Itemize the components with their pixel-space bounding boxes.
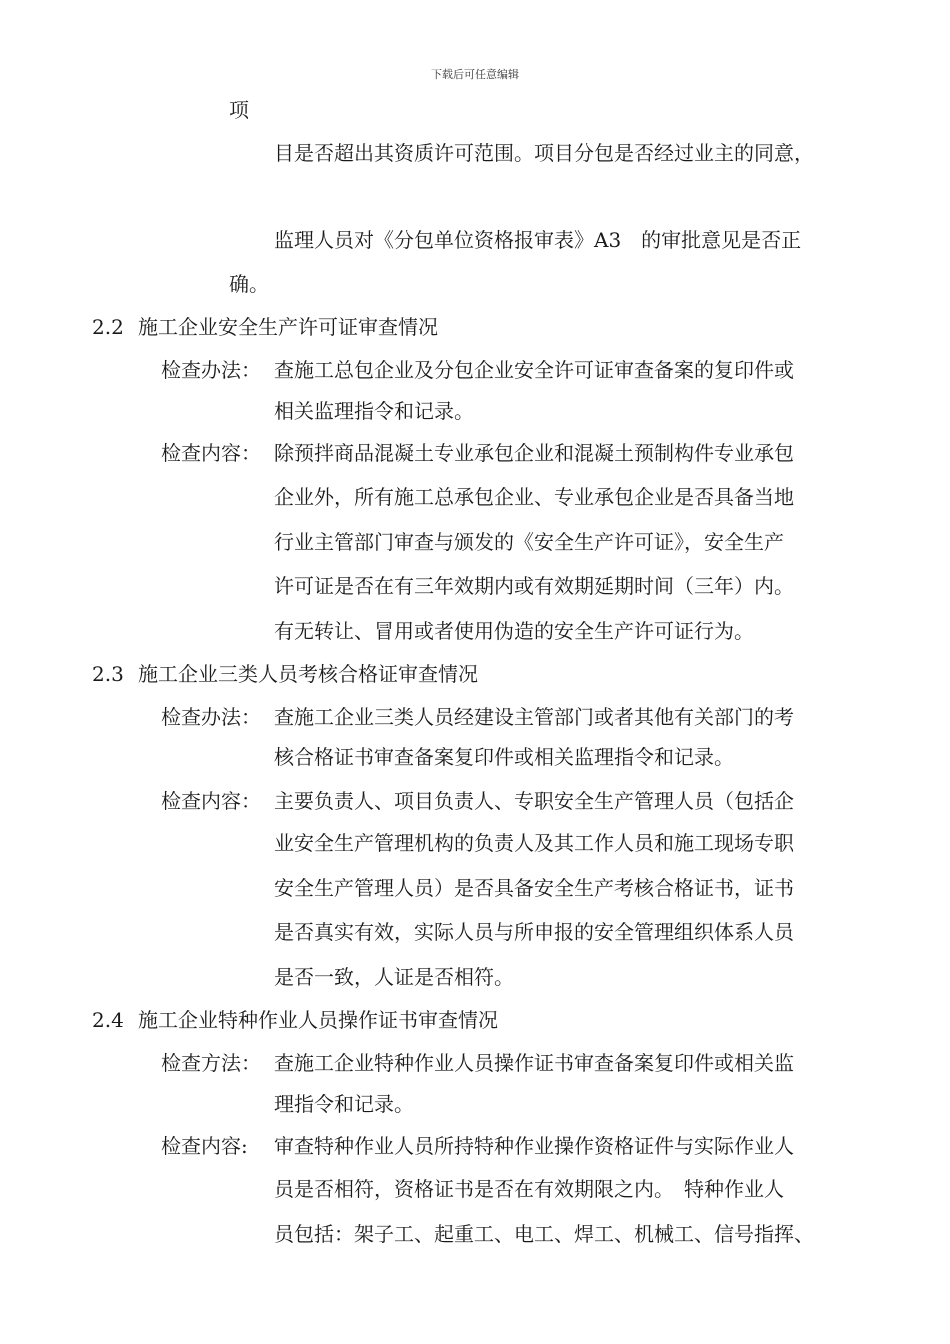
section-title: 施工企业三类人员考核合格证审查情况	[138, 662, 478, 686]
method-line-2: 理指令和记录。	[274, 1092, 414, 1116]
content-line-4: 是否真实有效，实际人员与所申报的安全管理组织体系人员	[274, 920, 794, 944]
content-line-1: 除预拌商品混凝土专业承包企业和混凝土预制构件专业承包	[274, 441, 794, 465]
content-label-2-2: 检查内容：	[161, 441, 261, 465]
section-number: 2.3	[92, 662, 124, 686]
intro-line-3: 监理人员对《分包单位资格报审表》A3 的审批意见是否正	[274, 228, 802, 252]
content-line-5: 是否一致，人证是否相符。	[274, 965, 514, 989]
method-line-2: 相关监理指令和记录。	[274, 399, 474, 423]
section-heading-2-2	[92, 315, 438, 339]
content-line-3: 安全生产管理人员）是否具备安全生产考核合格证书，证书	[274, 876, 794, 900]
section-number: 2.4	[92, 1008, 124, 1032]
content-line-3: 员包括：架子工、起重工、电工、焊工、机械工、信号指挥、	[274, 1222, 814, 1246]
method-label-2-2: 检查办法：	[161, 358, 261, 382]
content-line-4: 许可证是否在有三年效期内或有效期延期时间（三年）内。	[274, 574, 794, 598]
method-label-2-3: 检查办法：	[161, 705, 261, 729]
intro-line-4: 确。	[229, 272, 269, 296]
method-label-2-4: 检查方法：	[161, 1051, 261, 1075]
intro-line-2: 目是否超出其资质许可范围。项目分包是否经过业主的同意，	[274, 141, 814, 165]
content-label-2-3: 检查内容：	[161, 789, 261, 813]
content-line-3: 行业主管部门审查与颁发的《安全生产许可证》，安全生产	[274, 530, 784, 554]
content-line-2: 业安全生产管理机构的负责人及其工作人员和施工现场专职	[274, 831, 794, 855]
section-title: 施工企业安全生产许可证审查情况	[138, 315, 438, 339]
section-title: 施工企业特种作业人员操作证书审查情况	[138, 1008, 498, 1032]
section-heading-2-4	[92, 1008, 498, 1032]
content-line-1: 主要负责人、项目负责人、专职安全生产管理人员（包括企	[274, 789, 794, 813]
content-label-2-4: 检查内容:	[161, 1134, 248, 1158]
intro-line-1: 项	[229, 98, 249, 122]
content-line-2: 员是否相符，资格证书是否在有效期限之内。 特种作业人	[274, 1177, 784, 1201]
content-line-1: 审查特种作业人员所持特种作业操作资格证件与实际作业人	[274, 1134, 794, 1158]
section-heading-2-3	[92, 662, 478, 686]
method-line-1: 查施工企业三类人员经建设主管部门或者其他有关部门的考	[274, 705, 794, 729]
method-line-1: 查施工总包企业及分包企业安全许可证审查备案的复印件或	[274, 358, 794, 382]
content-line-2: 企业外，所有施工总承包企业、专业承包企业是否具备当地	[274, 485, 794, 509]
method-line-2: 核合格证书审查备案复印件或相关监理指令和记录。	[274, 745, 734, 769]
content-line-5: 有无转让、冒用或者使用伪造的安全生产许可证行为。	[274, 619, 754, 643]
page-header: 下载后可任意编辑	[431, 68, 519, 81]
section-number: 2.2	[92, 315, 124, 339]
method-line-1: 查施工企业特种作业人员操作证书审查备案复印件或相关监	[274, 1051, 794, 1075]
